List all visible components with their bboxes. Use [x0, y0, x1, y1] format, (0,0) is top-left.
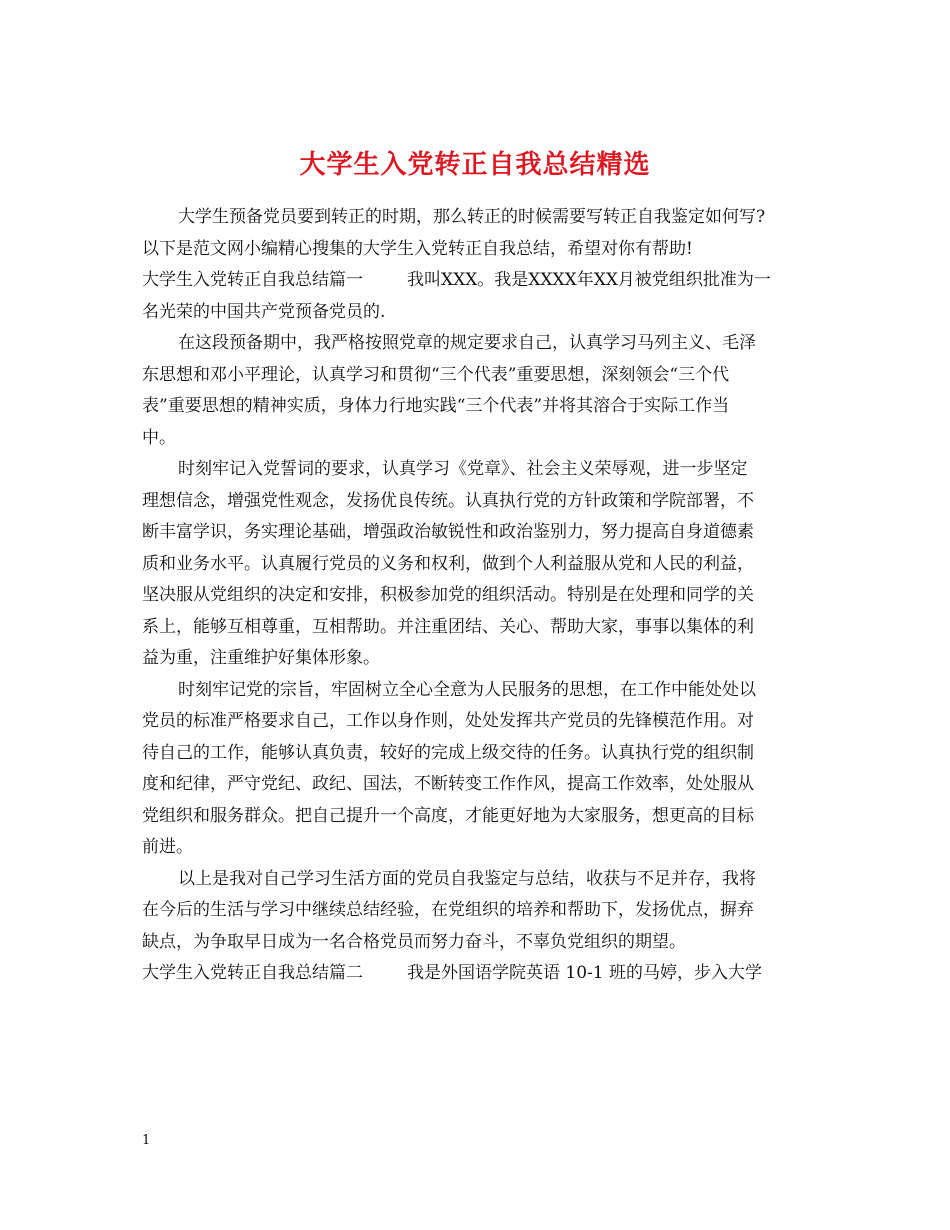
- body-line-text: 党员的标准严格要求自己，工作以身作则，处处发挥共产党员的先锋模范作用。对: [142, 711, 754, 731]
- body-line: [142, 265, 812, 297]
- body-line-text: 我叫XXX。我是XXXX年XX月被党组织批准为一: [407, 270, 771, 290]
- body-line: [142, 297, 812, 329]
- body-line: [142, 549, 812, 581]
- body-line: [142, 486, 812, 518]
- body-line: [142, 675, 812, 707]
- body-line-text: 以下是范文网小编精心搜集的大学生入党转正自我总结，希望对你有帮助!: [142, 238, 693, 259]
- body-line: [142, 580, 812, 612]
- body-line: [142, 864, 812, 896]
- body-line-text: 时刻牢记党的宗旨，牢固树立全心全意为人民服务的思想，在工作中能处处以: [178, 679, 756, 700]
- body-line-text: 表”重要思想的精神实质，身体力行地实践“三个代表”并将其溶合于实际工作当: [142, 396, 730, 416]
- body-line-text: 名光荣的中国共产党预备党员的.: [142, 301, 386, 322]
- body-line-text: 质和业务水平。认真履行党员的义务和权利，做到个人利益服从党和人民的利益，: [142, 553, 754, 574]
- body-line-text: 中。: [142, 427, 176, 448]
- body-line: [142, 958, 812, 990]
- body-line-text: 度和纪律，严守党纪、政纪、国法，不断转变工作作风，提高工作效率，处处服从: [142, 774, 754, 794]
- body-line-text: 我是外国语学院英语 10-1 班的马婷，步入大学: [407, 963, 762, 983]
- body-line: [142, 738, 812, 770]
- body-line-text: 前进。: [142, 837, 193, 857]
- body-line-text: 大学生预备党员要到转正的时期，那么转正的时候需要写转正自我鉴定如何写?: [178, 207, 766, 227]
- body-line: [142, 423, 812, 455]
- body-line-text: 在这段预备期中，我严格按照党章的规定要求自己，认真学习马列主义、毛泽: [178, 333, 756, 353]
- body-line-text: 断丰富学识，务实理论基础，增强政治敏锐性和政治鉴别力，努力提高自身道德素: [142, 522, 754, 542]
- body-line: [142, 769, 812, 801]
- body-line: [142, 801, 812, 833]
- body-line-text: 益为重，注重维护好集体形象。: [142, 648, 380, 668]
- body-line: [142, 706, 812, 738]
- body-line: [142, 927, 812, 959]
- body-line-text: 系上，能够互相尊重，互相帮助。并注重团结、关心、帮助大家，事事以集体的利: [142, 616, 754, 637]
- body-line: [142, 202, 812, 234]
- document-body: [142, 202, 812, 990]
- body-line: [142, 454, 812, 486]
- body-line: [142, 234, 812, 266]
- document-title: 大学生入党转正自我总结精选: [299, 150, 651, 181]
- body-line: [142, 612, 812, 644]
- body-line: [142, 391, 812, 423]
- body-line-text: 党组织和服务群众。把自己提升一个高度，才能更好地为大家服务，想更高的目标: [142, 805, 754, 826]
- body-line-text: 缺点，为争取早日成为一名合格党员而努力奋斗，不辜负党组织的期望。: [142, 931, 686, 952]
- body-line: [142, 360, 812, 392]
- body-line: [142, 328, 812, 360]
- body-line-text: 东思想和邓小平理论，认真学习和贯彻“三个代表”重要思想，深刻领会“三个代: [142, 364, 730, 385]
- body-line: [142, 832, 812, 864]
- page-number: 1: [142, 1133, 151, 1148]
- body-line-text: 以上是我对自己学习生活方面的党员自我鉴定与总结，收获与不足并存，我将: [178, 868, 756, 889]
- body-line-text: 在今后的生活与学习中继续总结经验，在党组织的培养和帮助下，发扬优点，摒弃: [142, 900, 754, 920]
- body-line: [142, 643, 812, 675]
- body-line-text: 理想信念，增强党性观念，发扬优良传统。认真执行党的方针政策和学院部署，不: [142, 490, 754, 511]
- section-heading: 大学生入党转正自我总结篇一: [142, 270, 363, 290]
- body-line-text: 待自己的工作，能够认真负责，较好的完成上级交待的任务。认真执行党的组织制: [142, 742, 754, 763]
- section-heading: 大学生入党转正自我总结篇二: [142, 963, 363, 983]
- body-line: [142, 895, 812, 927]
- body-line: [142, 517, 812, 549]
- body-line-text: 坚决服从党组织的决定和安排，积极参加党的组织活动。特别是在处理和同学的关: [142, 585, 754, 605]
- body-line-text: 时刻牢记入党誓词的要求，认真学习《党章》、社会主义荣辱观，进一步坚定: [178, 459, 748, 479]
